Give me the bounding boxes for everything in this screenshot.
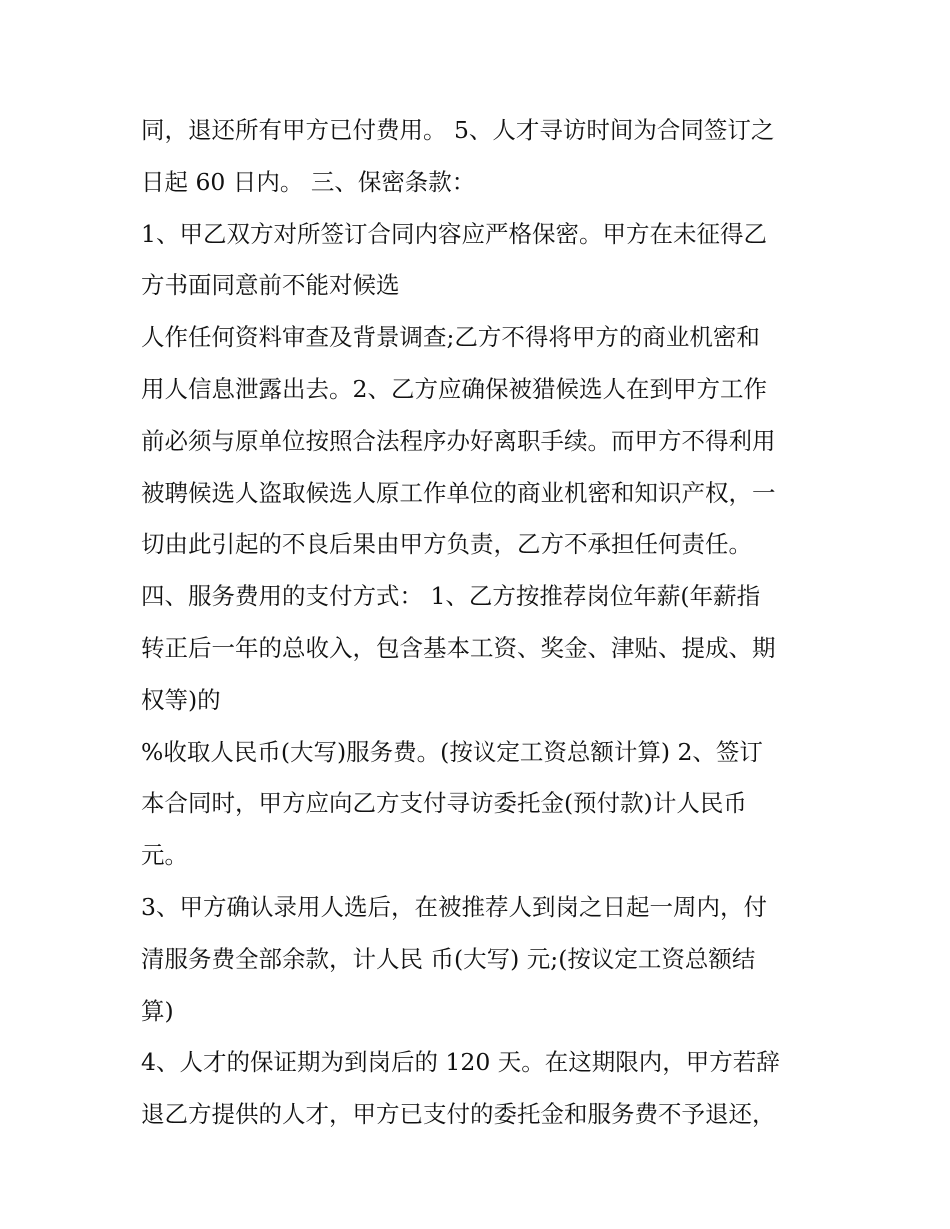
text-line: 本合同时，甲方应向乙方支付寻访委托金(预付款)计人民币 [141,789,747,818]
text-line: 被聘候选人盗取候选人原工作单位的商业机密和知识产权，一 [141,478,776,507]
text-line: %收取人民币(大写)服务费。(按议定工资总额计算) 2、签订 [141,737,763,766]
text-line: 方书面同意前不能对候选 [141,271,400,300]
text-line: 权等)的 [141,685,221,714]
text-line: 切由此引起的不良后果由甲方负责，乙方不承担任何责任。 [141,530,752,559]
text-line: 算) [141,996,174,1025]
text-line: 3、甲方确认录用人选后，在被推荐人到岗之日起一周内，付 [141,892,767,921]
text-line: 元。 [141,841,188,870]
text-line: 前必须与原单位按照合法程序办好离职手续。而甲方不得利用 [141,426,776,455]
text-line: 四、服务费用的支付方式： 1、乙方按推荐岗位年薪(年薪指 [141,582,761,611]
text-line: 退乙方提供的人才，甲方已支付的委托金和服务费不予退还， [141,1100,776,1129]
text-line: 用人信息泄露出去。2、乙方应确保被猎候选人在到甲方工作 [141,374,767,403]
text-line: 4、人才的保证期为到岗后的 120 天。在这期限内，甲方若辞 [141,1048,780,1077]
text-line: 同，退还所有甲方已付费用。 5、人才寻访时间为合同签订之 [141,116,775,144]
text-line: 转正后一年的总收入，包含基本工资、奖金、津贴、提成、期 [141,633,776,662]
text-line: 清服务费全部余款，计人民 币(大写) 元;(按议定工资总额结 [141,944,756,973]
text-line: 1、甲乙双方对所签订合同内容应严格保密。甲方在未征得乙 [141,219,767,248]
text-line: 人作任何资料审查及背景调查;乙方不得将甲方的商业机密和 [141,323,760,352]
text-line: 日起 60 日内。 三、保密条款： [141,167,476,196]
contract-body-text [141,105,821,1141]
